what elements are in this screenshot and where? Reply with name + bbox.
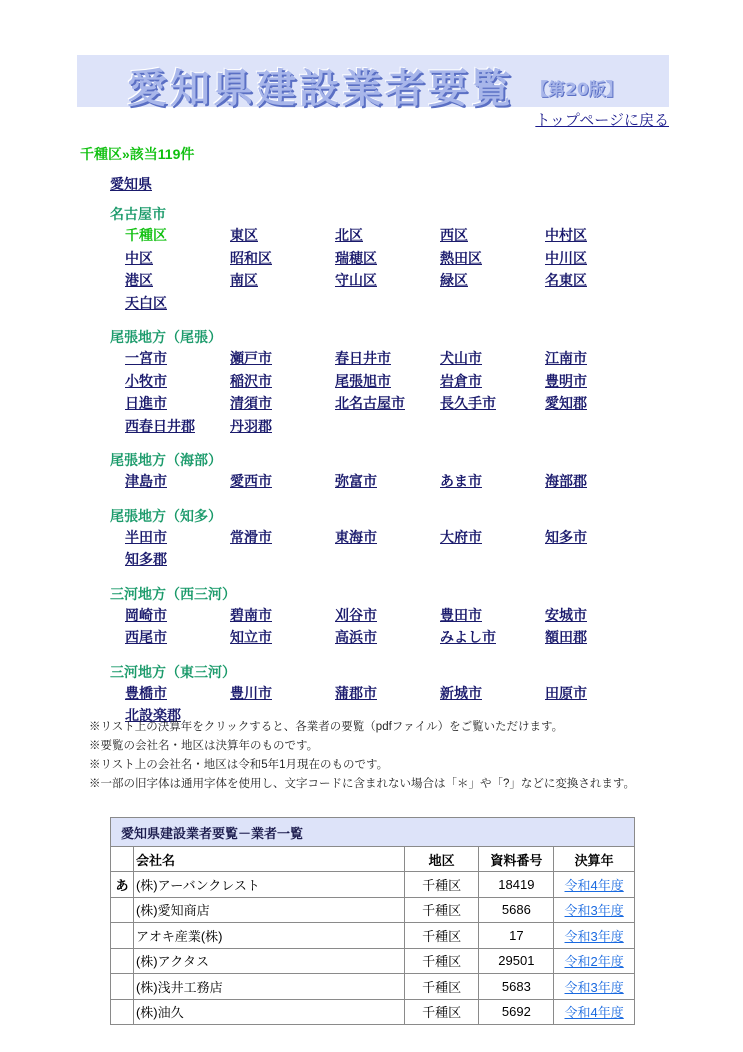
- city-link[interactable]: 常滑市: [230, 528, 272, 545]
- city-link[interactable]: 尾張旭市: [335, 372, 391, 389]
- company-name-header: 会社名: [133, 847, 404, 872]
- area-cell: 千種区: [404, 974, 479, 1000]
- city-link[interactable]: 長久手市: [440, 395, 496, 411]
- company-name-cell: アオキ産業(株): [133, 923, 404, 949]
- city-link[interactable]: 中区: [125, 249, 153, 266]
- city-link[interactable]: 弥富市: [335, 473, 377, 489]
- result-heading: 千種区»該当119件: [80, 146, 195, 162]
- city-grid: [110, 604, 670, 649]
- kana-index-cell: [111, 999, 134, 1025]
- city-link[interactable]: 岩倉市: [440, 372, 482, 389]
- area-header: 地区: [404, 847, 479, 872]
- city-link[interactable]: 海部郡: [545, 473, 587, 489]
- city-link[interactable]: 北区: [335, 227, 363, 243]
- table-caption: 愛知県建設業者要覧－業者一覧: [111, 818, 635, 847]
- kana-index-cell: [111, 948, 134, 974]
- region-title: 尾張地方（海部）: [110, 452, 222, 468]
- city-link[interactable]: 稲沢市: [230, 372, 272, 389]
- document-number-cell: 5683: [479, 974, 554, 1000]
- city-link[interactable]: 一宮市: [125, 350, 167, 366]
- region-group: [110, 584, 670, 649]
- city-link[interactable]: 田原市: [545, 684, 587, 701]
- header-banner: [77, 55, 669, 112]
- note-line: ※要覧の会社名・地区は決算年のものです。: [89, 740, 319, 752]
- city-link[interactable]: 知多郡: [125, 551, 167, 567]
- city-link[interactable]: 春日井市: [335, 350, 391, 366]
- edition-label: 【第20版】: [531, 80, 623, 100]
- document-number-cell: 18419: [479, 872, 554, 898]
- city-link[interactable]: 瑞穂区: [335, 249, 377, 266]
- city-link[interactable]: 北名古屋市: [335, 395, 405, 411]
- city-link[interactable]: 瀬戸市: [230, 350, 272, 366]
- city-link[interactable]: 半田市: [125, 528, 167, 545]
- fiscal-year-cell: [554, 974, 635, 1000]
- city-link[interactable]: 港区: [125, 272, 153, 288]
- city-link[interactable]: 天白区: [125, 294, 167, 311]
- document-number-header: 資料番号: [479, 847, 554, 872]
- fiscal-year-cell: [554, 999, 635, 1025]
- table-row: [111, 872, 635, 898]
- fiscal-year-header: 決算年: [554, 847, 635, 872]
- table-row: [111, 999, 635, 1025]
- city-link[interactable]: 知立市: [230, 629, 272, 645]
- fiscal-year-pdf-link[interactable]: 令和3年度: [564, 928, 624, 944]
- city-link[interactable]: 豊田市: [440, 606, 482, 623]
- region-group: [110, 506, 670, 571]
- city-link[interactable]: 守山区: [335, 272, 377, 288]
- city-link[interactable]: 額田郡: [545, 629, 587, 645]
- kana-header: [111, 847, 134, 872]
- city-link[interactable]: 西尾市: [125, 629, 167, 645]
- region-list: [110, 204, 670, 740]
- city-link[interactable]: 刈谷市: [335, 606, 377, 623]
- fiscal-year-pdf-link[interactable]: 令和4年度: [564, 1005, 624, 1021]
- city-link[interactable]: 西春日井郡: [125, 417, 195, 434]
- city-link[interactable]: 西区: [440, 227, 468, 243]
- city-link[interactable]: 江南市: [545, 350, 587, 366]
- kana-index-cell: あ: [111, 872, 134, 898]
- company-table: [110, 817, 635, 1025]
- fiscal-year-pdf-link[interactable]: 令和3年度: [564, 903, 624, 919]
- city-link[interactable]: あま市: [440, 473, 482, 489]
- document-number-cell: 5686: [479, 897, 554, 923]
- fiscal-year-pdf-link[interactable]: 令和4年度: [564, 877, 624, 893]
- area-cell: 千種区: [404, 897, 479, 923]
- area-cell: 千種区: [404, 923, 479, 949]
- kana-index-cell: [111, 974, 134, 1000]
- company-name-cell: (株)油久: [133, 999, 404, 1025]
- table-header-row: [111, 847, 635, 872]
- site-title: 愛知県建設業者要覧: [127, 66, 514, 112]
- city-link[interactable]: 犬山市: [440, 350, 482, 366]
- city-link[interactable]: 熱田区: [440, 249, 482, 266]
- city-link[interactable]: 清須市: [230, 395, 272, 411]
- table-row: [111, 897, 635, 923]
- prefecture-link[interactable]: 愛知県: [110, 176, 152, 192]
- document-number-cell: 5692: [479, 999, 554, 1025]
- fiscal-year-cell: [554, 872, 635, 898]
- city-link[interactable]: 昭和区: [230, 249, 272, 266]
- city-link[interactable]: 日進市: [125, 395, 167, 411]
- city-link[interactable]: 緑区: [440, 272, 468, 288]
- kana-index-cell: [111, 897, 134, 923]
- area-cell: 千種区: [404, 872, 479, 898]
- city-link[interactable]: 蒲郡市: [335, 684, 377, 701]
- city-link[interactable]: 愛知郡: [545, 395, 587, 411]
- city-grid: [110, 470, 670, 493]
- city-link[interactable]: 碧南市: [230, 606, 272, 623]
- region-group: [110, 327, 670, 437]
- region-group: [110, 662, 670, 727]
- region-group: [110, 204, 670, 314]
- region-group: [110, 450, 670, 493]
- document-number-cell: 17: [479, 923, 554, 949]
- top-page-link[interactable]: トップページに戻る: [535, 112, 669, 129]
- city-link[interactable]: 岡崎市: [125, 606, 167, 623]
- table-row: [111, 948, 635, 974]
- fiscal-year-pdf-link[interactable]: 令和3年度: [564, 979, 624, 995]
- city-link[interactable]: 小牧市: [125, 372, 167, 389]
- city-grid: [110, 224, 670, 314]
- area-cell: 千種区: [404, 999, 479, 1025]
- city-link[interactable]: 豊川市: [230, 684, 272, 701]
- region-title: 三河地方（西三河）: [110, 585, 236, 602]
- city-link[interactable]: 北設楽郡: [125, 707, 181, 723]
- region-title: 名古屋市: [110, 206, 166, 222]
- note-line: ※一部の旧字体は通用字体を使用し、文字コードに含まれない場合は「＊」や「?」などに変換されます。: [89, 778, 635, 790]
- city-grid: [110, 347, 670, 437]
- kana-index-cell: [111, 923, 134, 949]
- notes: [89, 718, 654, 794]
- city-link[interactable]: 中川区: [545, 249, 587, 266]
- city-link[interactable]: 東区: [230, 227, 258, 243]
- city-link[interactable]: 丹羽郡: [230, 417, 272, 434]
- document-number-cell: 29501: [479, 948, 554, 974]
- area-cell: 千種区: [404, 948, 479, 974]
- city-link[interactable]: 東海市: [335, 528, 377, 545]
- city-link[interactable]: 新城市: [440, 684, 482, 701]
- city-link[interactable]: 安城市: [545, 606, 587, 623]
- company-name-cell: (株)アーバンクレスト: [133, 872, 404, 898]
- fiscal-year-pdf-link[interactable]: 令和2年度: [564, 954, 624, 970]
- city-link[interactable]: 豊橋市: [125, 684, 167, 701]
- note-line: ※リスト上の会社名・地区は令和5年1月現在のものです。: [89, 759, 389, 771]
- city-link[interactable]: 名東区: [545, 272, 587, 288]
- fiscal-year-cell: [554, 897, 635, 923]
- city-link[interactable]: 大府市: [440, 528, 482, 545]
- city-grid: [110, 526, 670, 571]
- city-link: 千種区: [125, 227, 167, 243]
- city-link[interactable]: 津島市: [125, 473, 167, 489]
- note-line: ※リスト上の決算年をクリックすると、各業者の要覧（pdfファイル）をご覧いただけます。: [89, 721, 564, 733]
- region-title: 尾張地方（尾張）: [110, 329, 222, 345]
- city-link[interactable]: みよし市: [440, 629, 496, 645]
- city-link[interactable]: 愛西市: [230, 473, 272, 489]
- city-link[interactable]: 南区: [230, 272, 258, 288]
- fiscal-year-cell: [554, 923, 635, 949]
- company-name-cell: (株)アクタス: [133, 948, 404, 974]
- region-title: 三河地方（東三河）: [110, 663, 236, 680]
- table-row: [111, 974, 635, 1000]
- fiscal-year-cell: [554, 948, 635, 974]
- city-link[interactable]: 中村区: [545, 227, 587, 243]
- city-link[interactable]: 豊明市: [545, 372, 587, 389]
- city-link[interactable]: 高浜市: [335, 629, 377, 645]
- city-link[interactable]: 知多市: [545, 528, 587, 545]
- company-name-cell: (株)愛知商店: [133, 897, 404, 923]
- region-title: 尾張地方（知多）: [110, 507, 222, 524]
- company-name-cell: (株)浅井工務店: [133, 974, 404, 1000]
- table-row: [111, 923, 635, 949]
